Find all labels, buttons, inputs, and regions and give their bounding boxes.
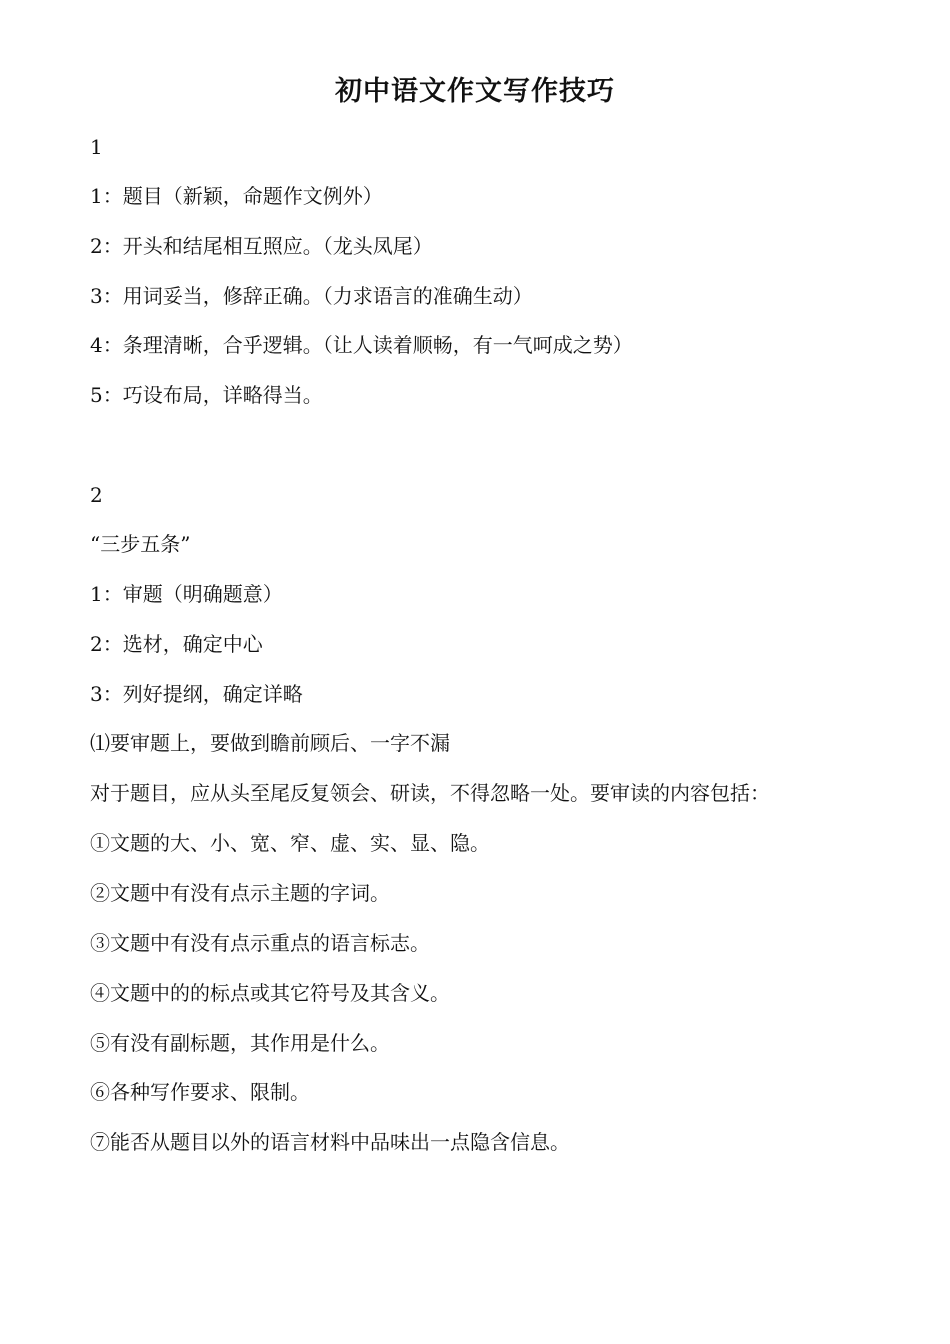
section-2-intro: 对于题目，应从头至尾反复领会、研读，不得忽略一处。要审读的内容包括：	[90, 781, 770, 805]
section-2-number: 2	[90, 483, 103, 507]
section-2-step-1: 1：审题（明确题意）	[90, 582, 283, 606]
section-2-point-5: ⑤有没有副标题，其作用是什么。	[90, 1031, 390, 1055]
section-2-point-2: ②文题中有没有点示主题的字词。	[90, 881, 390, 905]
section-2-step-3: 3：列好提纲，确定详略	[90, 682, 303, 706]
section-1-item-5: 5：巧设布局，详略得当。	[90, 383, 323, 407]
section-1-item-4: 4：条理清晰，合乎逻辑。（让人读着顺畅，有一气呵成之势）	[90, 333, 633, 357]
section-2-heading: “三步五条”	[90, 532, 191, 556]
section-1-item-1: 1：题目（新颖，命题作文例外）	[90, 184, 383, 208]
section-1-item-2: 2：开头和结尾相互照应。（龙头凤尾）	[90, 234, 433, 258]
section-2-subheading: ⑴要审题上，要做到瞻前顾后、一字不漏	[90, 731, 450, 755]
section-2-point-1: ①文题的大、小、宽、窄、虚、实、显、隐。	[90, 831, 490, 855]
section-1-number: 1	[90, 135, 103, 159]
section-2-point-6: ⑥各种写作要求、限制。	[90, 1080, 310, 1104]
section-2-point-4: ④文题中的的标点或其它符号及其含义。	[90, 981, 450, 1005]
section-2-step-2: 2：选材，确定中心	[90, 632, 263, 656]
section-1-item-3: 3：用词妥当，修辞正确。（力求语言的准确生动）	[90, 284, 533, 308]
section-2-point-3: ③文题中有没有点示重点的语言标志。	[90, 931, 430, 955]
page-title: 初中语文作文写作技巧	[335, 76, 615, 107]
section-2-point-7: ⑦能否从题目以外的语言材料中品味出一点隐含信息。	[90, 1130, 570, 1154]
